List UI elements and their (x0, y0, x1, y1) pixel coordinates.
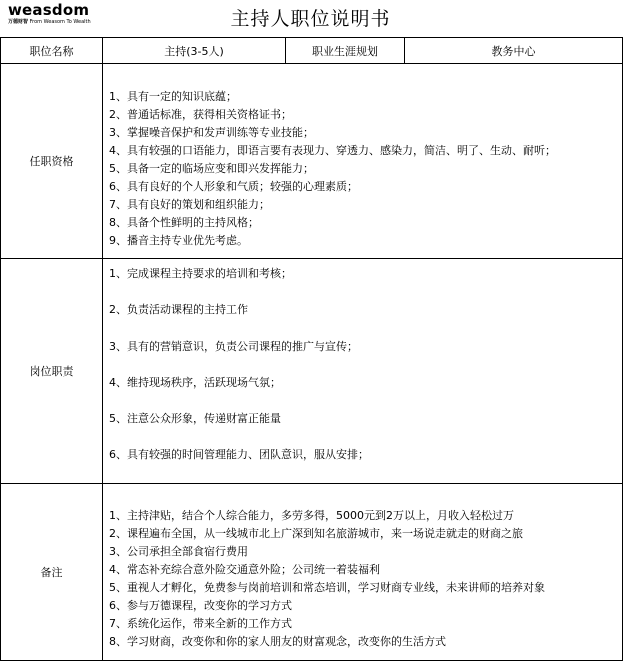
list-item: 5、重视人才孵化，免费参与岗前培训和常态培训，学习财商专业线，未来讲师的培养对象 (109, 580, 545, 594)
duties-content (103, 259, 623, 484)
logo-wordmark: weasdom (8, 1, 90, 19)
duties-row (1, 259, 623, 484)
list-item: 6、具有良好的个人形象和气质；较强的心理素质； (109, 180, 358, 193)
duties-label: 岗位职责 (1, 259, 103, 484)
list-item: 2、普通话标准，获得相关资格证书； (109, 108, 292, 121)
career-plan-label: 职业生涯规划 (286, 38, 405, 64)
list-item: 2、负责活动课程的主持工作 (109, 303, 248, 317)
list-item: 1、完成课程主持要求的培训和考核； (109, 267, 292, 280)
job-description-table (0, 37, 623, 661)
position-name-value: 主持(3-5人) (103, 38, 286, 64)
qualifications-row (1, 64, 623, 259)
position-name-label: 职位名称 (1, 38, 103, 64)
logo-tagline-cn: 万德财智 (8, 19, 29, 25)
list-item: 4、常态补充综合意外险交通意外险；公司统一着装福利 (109, 562, 380, 576)
list-item: 4、具有较强的口语能力，即语言要有表现力、穿透力、感染力，简洁、明了、生动、耐听； (109, 144, 556, 157)
list-item: 4、维持现场秩序，活跃现场气氛； (109, 375, 281, 389)
list-item: 1、具有一定的知识底蕴； (109, 90, 237, 103)
list-item: 8、学习财商，改变你和你的家人朋友的财富观念，改变你的生活方式 (109, 634, 446, 648)
list-item: 3、具有的营销意识，负责公司课程的推广与宣传； (109, 339, 358, 353)
notes-label: 备注 (1, 483, 103, 660)
qualifications-content (103, 64, 623, 259)
qualifications-label: 任职资格 (1, 64, 103, 259)
list-item: 3、公司承担全部食宿行费用 (109, 544, 248, 558)
list-item: 2、课程遍布全国，从一线城市北上广深到知名旅游城市，来一场说走就走的财商之旅 (109, 526, 523, 540)
list-item: 1、主持津贴，结合个人综合能力，多劳多得，5000元到2万以上，月收入轻松过万 (109, 508, 514, 522)
logo-tagline-en: From Weasom To Wealth (29, 19, 91, 25)
list-item: 7、系统化运作，带来全新的工作方式 (109, 616, 292, 630)
career-plan-value: 教务中心 (405, 38, 623, 64)
document-title: 主持人职位说明书 (230, 8, 391, 30)
duties-list (109, 259, 622, 483)
list-item: 5、注意公众形象，传递财富正能量 (109, 412, 281, 426)
notes-content (103, 483, 623, 660)
document-header (0, 0, 621, 37)
info-row (1, 38, 623, 64)
notes-list (109, 493, 622, 651)
list-item: 6、具有较强的时间管理能力、团队意识，服从安排； (109, 448, 369, 462)
list-item: 6、参与万德课程，改变你的学习方式 (109, 598, 292, 612)
list-item: 5、具备一定的临场应变和即兴发挥能力； (109, 162, 314, 175)
list-item: 7、具有良好的策划和组织能力； (109, 198, 270, 211)
list-item: 8、具备个性鲜明的主持风格； (109, 216, 259, 229)
notes-row (1, 483, 623, 660)
qualifications-list (109, 72, 622, 250)
list-item: 9、播音主持专业优先考虑。 (109, 234, 248, 247)
list-item: 3、掌握噪音保护和发声训练等专业技能； (109, 126, 314, 139)
